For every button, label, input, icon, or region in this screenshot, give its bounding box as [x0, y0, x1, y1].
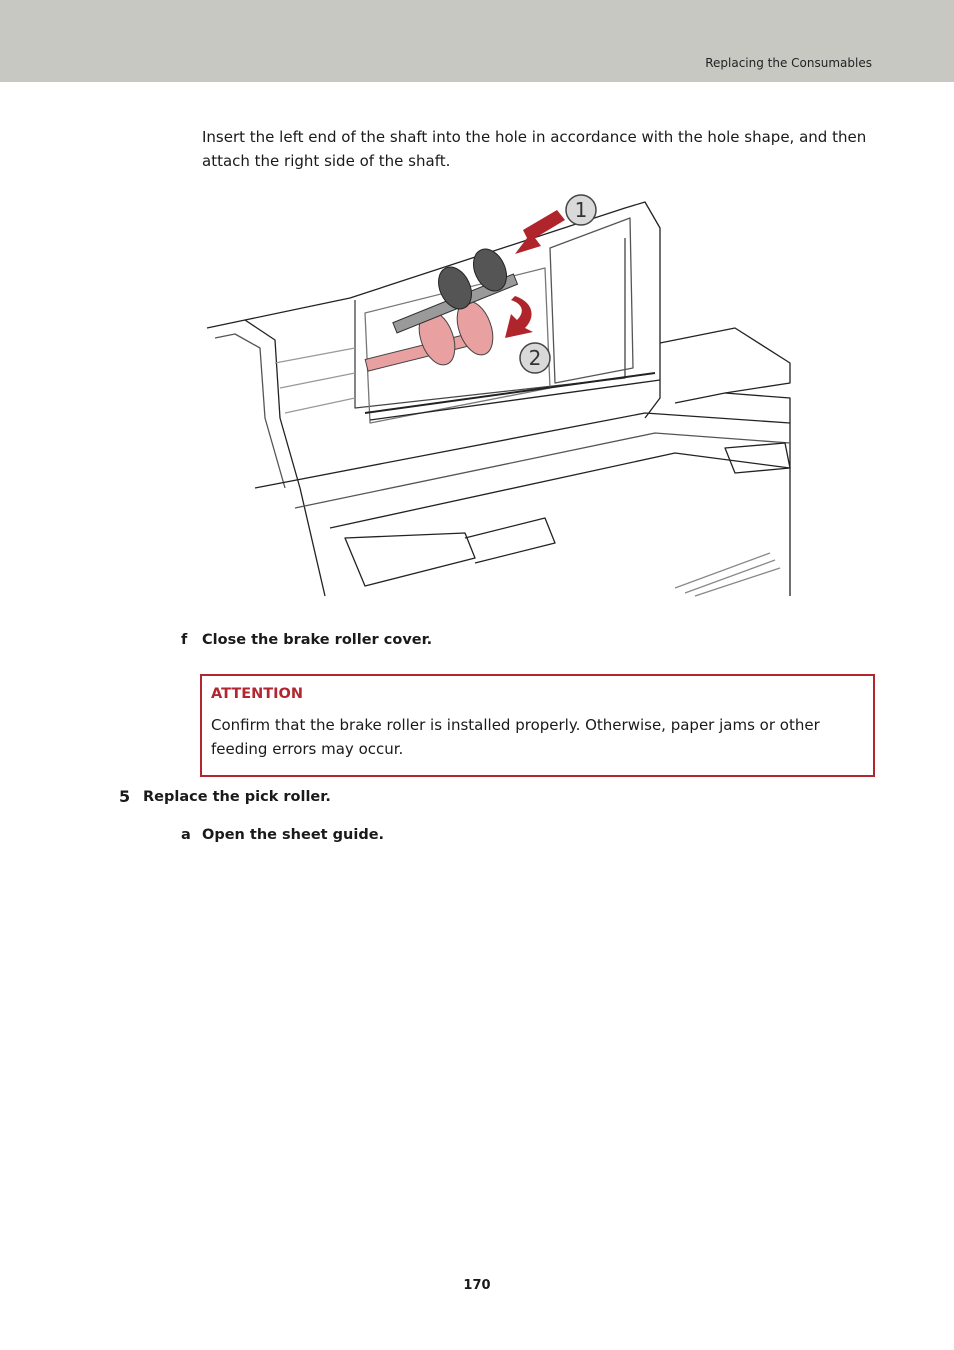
step-a-text: Open the sheet guide.	[202, 827, 385, 843]
brake-roller-illustration	[205, 188, 793, 598]
step-f-marker: f	[181, 632, 188, 648]
attention-title: ATTENTION	[211, 686, 303, 702]
step-5	[119, 787, 331, 806]
page-number: 170	[463, 1278, 491, 1293]
step-f	[181, 632, 433, 648]
callout-2: 2	[528, 346, 542, 370]
callout-1: 1	[574, 198, 588, 222]
header-title: Replacing the Consumables	[705, 56, 872, 70]
step-f-text: Close the brake roller cover.	[202, 632, 433, 648]
intro-paragraph: Insert the left end of the shaft into the hole in accordance with the hole shape, and then attach the right side of the shaft.	[202, 128, 867, 170]
attention-text: Confirm that the brake roller is installed properly. Otherwise, paper jams or other feeding errors may occur.	[211, 716, 820, 758]
step-a-marker: a	[181, 827, 191, 843]
step-5-marker: 5	[119, 787, 131, 806]
step-a	[181, 827, 385, 843]
page-header	[0, 0, 954, 82]
attention-box	[200, 674, 875, 777]
step-5-text: Replace the pick roller.	[143, 789, 331, 805]
